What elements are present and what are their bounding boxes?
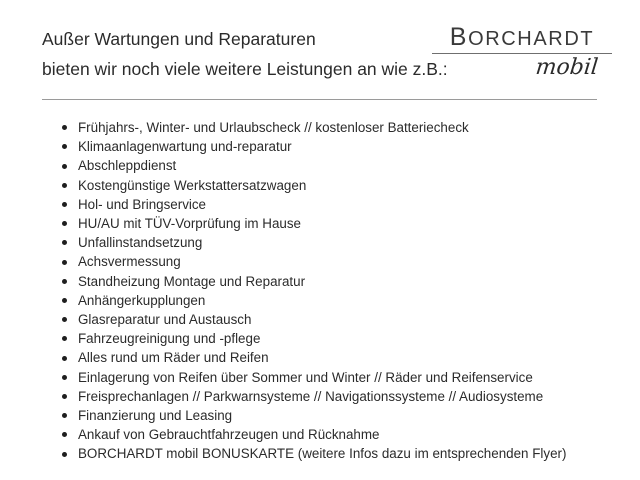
bullet-icon: [62, 452, 67, 457]
logo-underline-rule: [432, 53, 612, 54]
bullet-icon: [62, 356, 67, 361]
list-item: [62, 406, 610, 425]
list-item: [62, 156, 610, 175]
bullet-icon: [62, 279, 67, 284]
list-item: [62, 214, 610, 233]
logo-tagline-script: mobil: [534, 55, 600, 80]
bullet-icon: [62, 375, 67, 380]
service-label: Alles rund um Räder und Reifen: [78, 350, 269, 366]
service-label: Standheizung Montage und Reparatur: [78, 273, 306, 289]
bullet-icon: [62, 298, 67, 303]
bullet-icon: [62, 432, 67, 437]
bullet-icon: [62, 317, 67, 322]
list-item: [62, 195, 610, 214]
list-item: [62, 329, 610, 348]
heading-line-2: bieten wir noch viele weitere Leistungen an wie z.B.:: [42, 59, 448, 79]
service-label: Klimaanlagenwartung und-reparatur: [78, 139, 292, 155]
service-label: BORCHARDT mobil BONUSKARTE (weitere Infos dazu im entsprechenden Flyer): [78, 446, 567, 462]
service-label: Finanzierung und Leasing: [78, 408, 233, 424]
list-item: [62, 310, 610, 329]
bullet-icon: [62, 240, 67, 245]
service-label: Kostengünstige Werkstattersatzwagen: [78, 177, 307, 193]
bullet-icon: [62, 221, 67, 226]
bullet-icon: [62, 413, 67, 418]
service-label: Achsvermessung: [78, 254, 181, 270]
bullet-icon: [62, 336, 67, 341]
list-item: [62, 425, 610, 444]
borchardt-mobil-logo: [432, 24, 612, 80]
service-label: Frühjahrs-, Winter- und Urlaubscheck // kostenloser Batteriecheck: [78, 120, 469, 135]
bullet-icon: [62, 144, 67, 149]
services-list: [62, 118, 610, 464]
list-item: [62, 444, 610, 463]
list-item: [62, 387, 610, 406]
service-label: Unfallinstandsetzung: [78, 235, 203, 251]
bullet-icon: [62, 394, 67, 399]
bullet-icon: [62, 183, 67, 188]
section-divider: [42, 99, 597, 100]
service-label: Abschleppdienst: [78, 158, 177, 174]
logo-wordmark: BORCHARDT: [449, 23, 595, 51]
service-label: Freisprechanlagen // Parkwarnsysteme // Navigationssysteme // Audiosysteme: [78, 388, 544, 404]
bullet-icon: [62, 260, 67, 265]
list-item: [62, 233, 610, 252]
bullet-icon: [62, 202, 67, 207]
list-item: [62, 291, 610, 310]
bullet-icon: [62, 164, 67, 169]
list-item: [62, 137, 610, 156]
list-item: [62, 118, 610, 137]
list-item: [62, 368, 610, 387]
service-label: Anhängerkupplungen: [78, 292, 206, 308]
bullet-icon: [62, 125, 67, 130]
service-label: Hol- und Bringservice: [78, 196, 207, 212]
service-label: Ankauf von Gebrauchtfahrzeugen und Rücknahme: [78, 427, 380, 443]
page-heading: [42, 24, 448, 84]
list-item: [62, 272, 610, 291]
service-label: Glasreparatur und Austausch: [78, 312, 252, 328]
service-label: Einlagerung von Reifen über Sommer und Winter // Räder und Reifenservice: [78, 369, 533, 385]
list-item: [62, 176, 610, 195]
list-item: [62, 252, 610, 271]
heading-line-1: Außer Wartungen und Reparaturen: [42, 29, 316, 49]
service-label: Fahrzeugreinigung und -pflege: [78, 331, 261, 347]
list-item: [62, 348, 610, 367]
service-label: HU/AU mit TÜV-Vorprüfung im Hause: [78, 216, 302, 232]
